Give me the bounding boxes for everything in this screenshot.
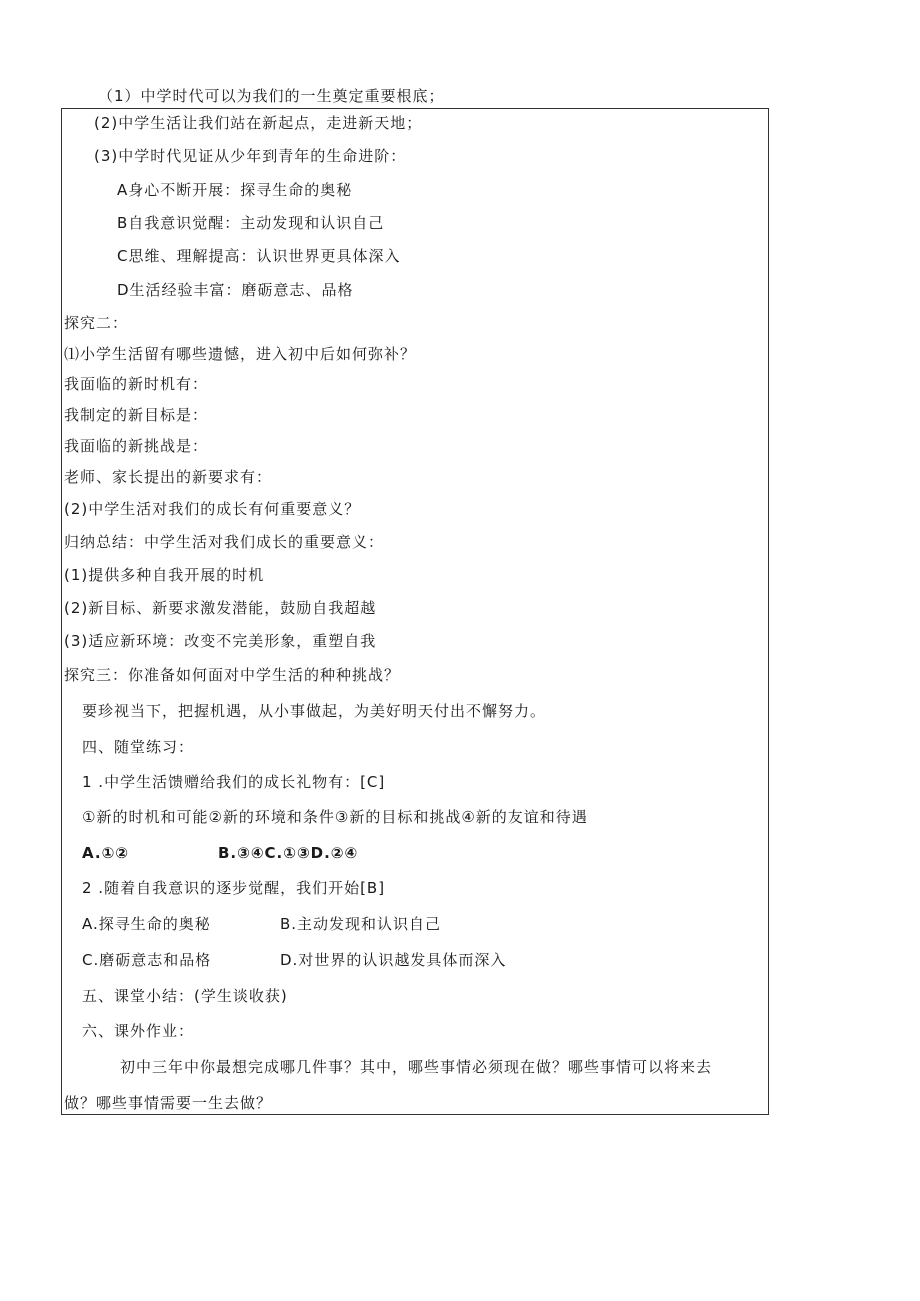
practice-question-1-items: ①新的时机和可能②新的环境和条件③新的目标和挑战④新的友谊和待遇 bbox=[82, 808, 588, 826]
new-challenges-label: 我面临的新挑战是： bbox=[64, 437, 209, 455]
summary-item-2: (2)新目标、新要求激发潜能，鼓励自我超越 bbox=[64, 599, 377, 617]
homework-title: 六、课外作业： bbox=[82, 1022, 195, 1040]
explore2-question-1: ⑴小学生活留有哪些遗憾，进入初中后如何弥补？ bbox=[64, 345, 417, 363]
homework-line-1: 初中三年中你最想完成哪几件事？其中，哪些事情必须现在做？哪些事情可以将来去 bbox=[120, 1058, 713, 1076]
new-opportunities-label: 我面临的新时机有： bbox=[64, 375, 209, 393]
summary-item-3: (3)适应新环境：改变不完美形象，重塑自我 bbox=[64, 632, 377, 650]
intro-line: （1）中学时代可以为我们的一生奠定重要根底； bbox=[98, 87, 445, 105]
summary-item-1: (1)提供多种自我开展的时机 bbox=[64, 566, 265, 584]
class-summary-heading: 五、课堂小结：(学生谈收获) bbox=[82, 987, 288, 1005]
practice-question-2-option-d: D.对世界的认识越发具体而深入 bbox=[280, 951, 507, 969]
point-d: D生活经验丰富：磨砺意志、品格 bbox=[117, 281, 354, 299]
explore2-question-2: (2)中学生活对我们的成长有何重要意义？ bbox=[64, 500, 361, 518]
point-c: C思维、理解提高：认识世界更具体深入 bbox=[117, 247, 401, 265]
practice-question-1-options-bcd: B.③④C.①③D.②④ bbox=[218, 844, 359, 862]
new-requirements-label: 老师、家长提出的新要求有： bbox=[64, 468, 273, 486]
practice-question-1: 1 .中学生活馈赠给我们的成长礼物有：[C] bbox=[82, 773, 386, 791]
point-a: A身心不断开展：探寻生命的奥秘 bbox=[117, 181, 353, 199]
practice-question-2-option-b: B.主动发现和认识自己 bbox=[280, 915, 442, 933]
practice-question-2-option-a: A.探寻生命的奥秘 bbox=[82, 915, 211, 933]
practice-question-1-option-a: A.①② bbox=[82, 844, 129, 862]
point-b: B自我意识觉醒：主动发现和认识自己 bbox=[117, 214, 385, 232]
explore3-answer: 要珍视当下，把握机遇，从小事做起，为美好明天付出不懈努力。 bbox=[82, 702, 547, 720]
summary-heading: 归纳总结：中学生活对我们成长的重要意义： bbox=[64, 533, 385, 551]
new-goals-label: 我制定的新目标是： bbox=[64, 406, 209, 424]
practice-title: 四、随堂练习： bbox=[82, 738, 195, 756]
homework-line-2: 做？哪些事情需要一生去做？ bbox=[64, 1094, 273, 1112]
practice-question-2: 2 .随着自我意识的逐步觉醒，我们开始[B] bbox=[82, 879, 386, 897]
explore2-title: 探究二： bbox=[64, 314, 129, 332]
point-2: (2)中学生活让我们站在新起点，走进新天地； bbox=[94, 114, 423, 132]
point-3: (3)中学时代见证从少年到青年的生命进阶： bbox=[94, 147, 407, 165]
explore3-title: 探究三：你准备如何面对中学生活的种种挑战？ bbox=[64, 666, 401, 684]
practice-question-2-option-c: C.磨砺意志和品格 bbox=[82, 951, 212, 969]
